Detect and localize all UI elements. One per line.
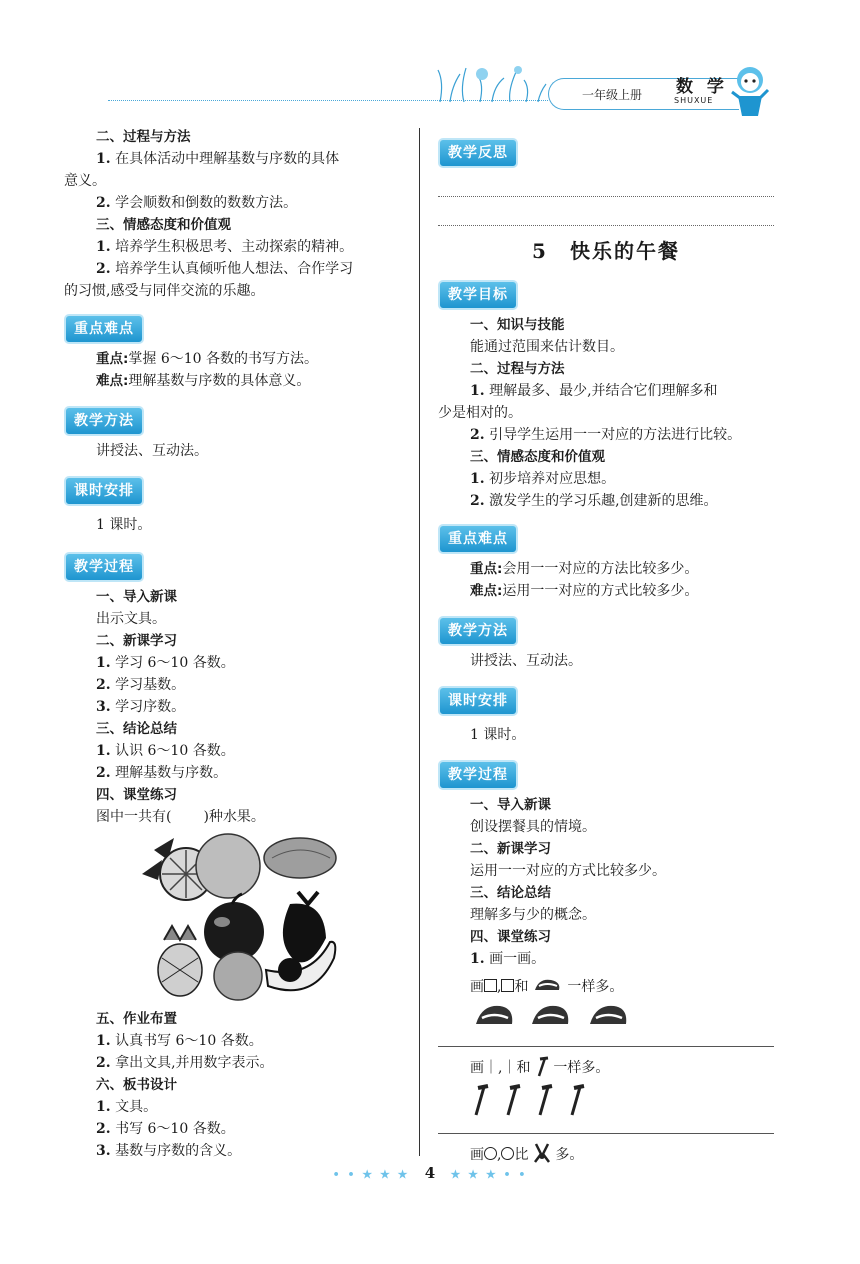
paragraph: 2. 激发学生的学习乐趣,创建新的思维。 — [470, 493, 718, 509]
paragraph-cont: 少是相对的。 — [438, 405, 522, 421]
badge-goals: 教学目标 — [438, 280, 518, 310]
reflection-line — [438, 225, 774, 226]
right-column — [438, 132, 774, 1166]
section-heading: 三、情感态度和价值观 — [96, 217, 231, 233]
square-icon — [501, 979, 514, 992]
list-item: 2. 学习基数。 — [96, 677, 186, 693]
badge-key-points: 重点难点 — [64, 314, 144, 344]
star-decoration: • • ★ ★ ★ — [332, 1168, 410, 1181]
paragraph: 1. 理解最多、最少,并结合它们理解多和 — [470, 383, 718, 399]
exercise-item: 1. 画一画。 — [470, 951, 546, 967]
paragraph: 运用一一对应的方式比较多少。 — [470, 863, 666, 879]
page-number: 4 — [424, 1164, 436, 1182]
section-heading: 二、过程与方法 — [470, 361, 565, 377]
key-point: 重点:会用一一对应的方法比较多少。 — [470, 561, 699, 577]
paragraph: 2. 学会顺数和倒数的数数方法。 — [96, 195, 298, 211]
badge-method: 教学方法 — [438, 616, 518, 646]
list-item: 1. 学习 6～10 各数。 — [96, 655, 235, 671]
cap-icon — [533, 976, 563, 994]
paragraph: 出示文具。 — [96, 611, 166, 627]
paragraph: 1. 培养学生积极思考、主动探索的精神。 — [96, 239, 354, 255]
badge-reflection: 教学反思 — [438, 138, 518, 168]
section-heading: 五、作业布置 — [96, 1011, 177, 1027]
paragraph: 1. 初步培养对应思想。 — [470, 471, 616, 487]
lesson-title: 5 快乐的午餐 — [532, 239, 680, 263]
list-item: 2. 拿出文具,并用数字表示。 — [96, 1055, 274, 1071]
list-item: 2. 书写 6～10 各数。 — [96, 1121, 235, 1137]
paragraph: 2. 培养学生认真倾听他人想法、合作学习 — [96, 261, 354, 277]
paragraph-cont: 意义。 — [64, 173, 106, 189]
badge-time: 课时安排 — [438, 686, 518, 716]
badge-time: 课时安排 — [64, 476, 144, 506]
figure-icon — [533, 1142, 551, 1164]
caps-row — [472, 998, 672, 1032]
section-heading: 三、结论总结 — [96, 721, 177, 737]
left-column — [64, 126, 410, 1162]
subject-title: 数 学 — [676, 77, 728, 97]
reflection-line — [438, 196, 774, 197]
exercise-circles-line: 画 , 比 多。 — [438, 1142, 774, 1166]
list-item: 1. 认真书写 6～10 各数。 — [96, 1033, 263, 1049]
paragraph: 创设摆餐具的情境。 — [470, 819, 596, 835]
badge-key-points: 重点难点 — [438, 524, 518, 554]
grade-label: 一年级上册 — [582, 88, 643, 102]
difficulty: 难点:理解基数与序数的具体意义。 — [96, 373, 311, 389]
paragraph: 1. 在具体活动中理解基数与序数的具体 — [96, 151, 340, 167]
circle-icon — [484, 1147, 497, 1160]
badge-process: 教学过程 — [64, 552, 144, 582]
list-item: 3. 基数与序数的含义。 — [96, 1143, 242, 1159]
square-icon — [484, 979, 497, 992]
section-heading: 二、新课学习 — [470, 841, 551, 857]
exercise-caps-line: 画 , 和 一样多。 — [438, 976, 774, 998]
list-item: 1. 文具。 — [96, 1099, 158, 1115]
mascot-icon — [724, 62, 774, 118]
badge-process: 教学过程 — [438, 760, 518, 790]
paragraph: 理解多与少的概念。 — [470, 907, 596, 923]
list-item: 3. 学习序数。 — [96, 699, 186, 715]
section-heading: 三、结论总结 — [470, 885, 551, 901]
star-decoration: ★ ★ ★ • • — [450, 1168, 528, 1181]
fruit-illustration — [64, 830, 410, 1004]
method-text: 讲授法、互动法。 — [470, 653, 582, 669]
list-item: 1. 认识 6～10 各数。 — [96, 743, 235, 759]
badge-method: 教学方法 — [64, 406, 144, 436]
page-footer — [0, 1164, 860, 1182]
section-heading: 四、课堂练习 — [470, 929, 551, 945]
key-point: 重点:掌握 6～10 各数的书写方法。 — [96, 351, 319, 367]
difficulty: 难点:运用一一对应的方式比较多少。 — [470, 583, 699, 599]
exercise-divider — [438, 1133, 774, 1134]
section-heading: 一、知识与技能 — [470, 317, 565, 333]
time-text: 1 课时。 — [470, 727, 526, 743]
paragraph: 2. 引导学生运用一一对应的方法进行比较。 — [470, 427, 742, 443]
subject-pinyin: SHUXUE — [674, 96, 714, 105]
method-text: 讲授法、互动法。 — [96, 443, 208, 459]
section-heading: 六、板书设计 — [96, 1077, 177, 1093]
paragraph: 能通过范围来估计数目。 — [470, 339, 624, 355]
list-item: 2. 理解基数与序数。 — [96, 765, 228, 781]
time-text: 1 课时。 — [96, 517, 152, 533]
grass-decoration — [430, 62, 550, 104]
column-divider — [419, 128, 420, 1156]
circle-icon — [501, 1147, 514, 1160]
section-heading: 一、导入新课 — [96, 589, 177, 605]
exercise-question: 图中一共有( )种水果。 — [96, 809, 265, 825]
nails-row — [472, 1083, 612, 1119]
section-heading: 三、情感态度和价值观 — [470, 449, 605, 465]
exercise-divider — [438, 1046, 774, 1047]
section-heading: 二、过程与方法 — [96, 129, 191, 145]
nail-icon — [535, 1055, 549, 1077]
section-heading: 四、课堂练习 — [96, 787, 177, 803]
paragraph-cont: 的习惯,感受与同伴交流的乐趣。 — [64, 283, 265, 299]
section-heading: 二、新课学习 — [96, 633, 177, 649]
section-heading: 一、导入新课 — [470, 797, 551, 813]
exercise-nails-line: 画｜,｜和 一样多。 — [438, 1055, 774, 1079]
